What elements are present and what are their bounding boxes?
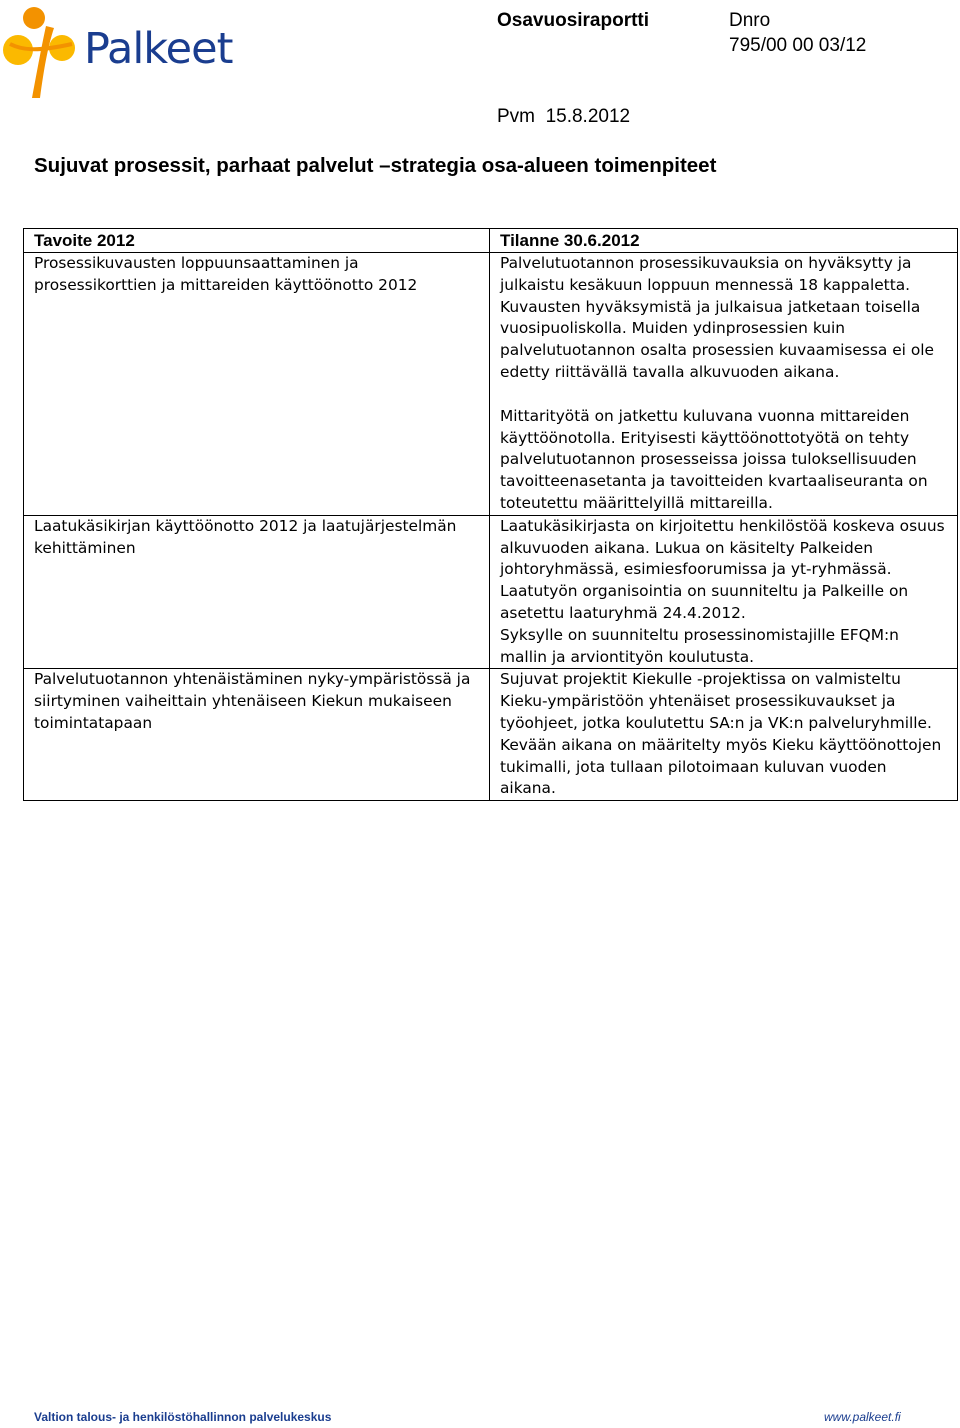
page-title: Sujuvat prosessit, parhaat palvelut –strategia osa-alueen toimenpiteet (34, 154, 717, 177)
goal-column-header: Tavoite 2012 (24, 229, 490, 253)
dnro-value: 795/00 00 03/12 (729, 35, 867, 56)
table-row (24, 515, 958, 669)
goal-cell (24, 253, 490, 516)
date-label: Pvm (497, 106, 535, 127)
table-row (24, 669, 958, 801)
goal-cell (24, 669, 490, 801)
status-column-header: Tilanne 30.6.2012 (490, 229, 958, 253)
palkeet-logo (2, 4, 233, 100)
status-paragraph: Laatukäsikirjasta on kirjoitettu henkilöstöä koskeva osuus alkuvuoden aikana. Lukua on käsitelty Palkeiden johtoryhmässä, esimiesfoorumissa ja yt-ryhmässä. Laatutyön organisointia on suunniteltu ja Palkeille on asetettu laaturyhmä 24.4.2012. (500, 516, 945, 622)
dnro-label: Dnro (729, 10, 771, 31)
status-cell (490, 669, 958, 801)
palkeet-logo-mark (2, 4, 82, 100)
status-paragraph: Sujuvat projektit Kiekulle -projektissa on valmisteltu Kieku-ympäristöön yhtenäiset prosessikuvaukset ja työohjeet, jotka koulutettu SA:n ja VK:n palveluryhmille. Kevään aikana on määritelty myös Kieku käyttöönottojen tukimalli, jota tullaan pilotoimaan kuluvan vuoden aikana. (500, 670, 942, 798)
report-title: Osavuosiraportti (497, 10, 650, 31)
status-paragraph: Palvelutuotannon prosessikuvauksia on hyväksytty ja julkaistu kesäkuun loppuun mennessä 18 kappaletta. Kuvausten hyväksymistä ja julkaisua jatketaan toisella vuosipuoliskolla. Muiden ydinprosessien kuin palvelutuotannon osalta prosessien kuvaamisessa ei ole edetty riittävällä tavalla alkuvuoden aikana. (500, 254, 934, 381)
goal-cell (24, 515, 490, 669)
table-row (24, 253, 958, 516)
footer-organization: Valtion talous- ja henkilöstöhallinnon palvelukeskus (34, 1410, 332, 1424)
goal-text: Palvelutuotannon yhtenäistäminen nyky-ympäristössä ja siirtyminen vaiheittain yhtenäiseen Kiekun mukaiseen toimintatapaan (34, 670, 471, 732)
status-paragraph: Mittarityötä on jatkettu kuluvana vuonna mittareiden käyttöönotolla. Erityisesti käyttöönottotyötä on tehty palvelutuotannon prosesseissa joissa tuloksellisuuden tavoitteenasetanta ja tavoitteiden kvartaaliseuranta on toteutettu määrittelyillä mittareilla. (500, 406, 928, 512)
status-cell (490, 515, 958, 669)
goal-text: Laatukäsikirjan käyttöönotto 2012 ja laatujärjestelmän kehittäminen (34, 516, 457, 557)
footer-website-link[interactable]: www.palkeet.fi (824, 1410, 901, 1424)
date (497, 106, 630, 128)
status-paragraph: Syksylle on suunniteltu prosessinomistajille EFQM:n mallin ja arviontityön koulutusta. (500, 625, 899, 666)
goal-text: Prosessikuvausten loppuunsaattaminen ja prosessikorttien ja mittareiden käyttöönotto 2012 (34, 254, 418, 294)
goals-status-table (23, 228, 958, 801)
status-cell (490, 253, 958, 516)
date-value: 15.8.2012 (545, 106, 631, 127)
table-header-row (24, 229, 958, 253)
logo-text: Palkeet (84, 24, 233, 74)
